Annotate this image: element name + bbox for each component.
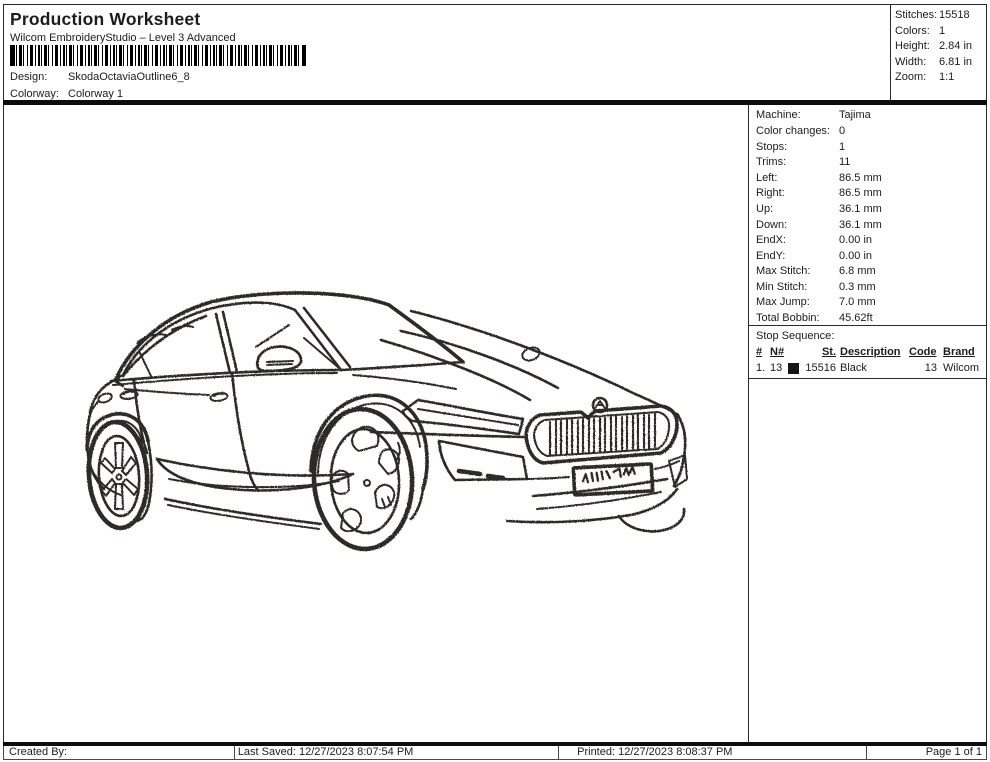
info-row: Trims: 11 bbox=[756, 156, 851, 168]
info-row: Down: 36.1 mm bbox=[756, 219, 882, 231]
stop-sequence-title: Stop Sequence: bbox=[756, 330, 835, 342]
design-value: SkodaOctaviaOutline6_8 bbox=[68, 71, 190, 83]
stop-table-bottom-rule bbox=[749, 378, 987, 379]
info-row: EndX: 0.00 in bbox=[756, 234, 873, 246]
footer-page-number: Page 1 of 1 bbox=[867, 746, 987, 760]
colorway-value: Colorway 1 bbox=[68, 88, 124, 100]
car-windows bbox=[137, 308, 350, 376]
info-row: Total Bobbin: 45.62ft bbox=[756, 312, 873, 324]
col-header-num: # bbox=[756, 346, 763, 358]
stop-row-needle: 13 bbox=[770, 362, 783, 374]
front-grille bbox=[526, 398, 677, 463]
col-header-code: Code bbox=[909, 346, 937, 358]
colorway-label: Colorway: bbox=[10, 88, 59, 100]
machine-info-panel bbox=[748, 105, 987, 742]
footer-printed: Printed: 12/27/2023 8:08:37 PM bbox=[559, 746, 866, 760]
info-row: Stops: 1 bbox=[756, 141, 846, 153]
info-row: EndY: 0.00 in bbox=[756, 250, 873, 262]
stop-row-code: 13 bbox=[924, 362, 937, 374]
info-row: Left: 86.5 mm bbox=[756, 172, 882, 184]
summary-stats-box bbox=[890, 4, 987, 100]
info-row: Machine: Tajima bbox=[756, 109, 871, 121]
software-subtitle: Wilcom EmbroideryStudio – Level 3 Advanced bbox=[10, 32, 236, 44]
design-row bbox=[10, 71, 190, 83]
header-block bbox=[3, 4, 987, 102]
col-header-st: St. bbox=[821, 346, 836, 358]
stat-row-colors: Colors: 1 bbox=[895, 25, 946, 37]
page-title: Production Worksheet bbox=[10, 9, 201, 29]
stat-row-stitches: Stitches: 15518 bbox=[895, 9, 970, 21]
footer-created-by: Created By: bbox=[3, 746, 235, 760]
thread-color-swatch bbox=[788, 363, 799, 374]
stop-row-num: 1. bbox=[756, 362, 766, 374]
design-canvas bbox=[3, 105, 987, 742]
stat-row-zoom: Zoom: 1:1 bbox=[895, 71, 955, 83]
colorway-row bbox=[10, 88, 123, 100]
stop-row-description: Black bbox=[840, 362, 867, 374]
stop-row-stitches: 15516 bbox=[805, 362, 836, 374]
stat-row-width: Width: 6.81 in bbox=[895, 56, 973, 68]
info-row: Min Stitch: 0.3 mm bbox=[756, 281, 876, 293]
info-row: Right: 86.5 mm bbox=[756, 187, 882, 199]
col-header-n: N# bbox=[770, 346, 785, 358]
col-header-brand: Brand bbox=[943, 346, 975, 358]
footer-bar bbox=[3, 746, 987, 760]
car-body-outline bbox=[111, 293, 678, 415]
stat-row-height: Height: 2.84 in bbox=[895, 40, 973, 52]
stop-row-brand: Wilcom bbox=[943, 362, 980, 374]
info-row: Color changes: 0 bbox=[756, 125, 846, 137]
info-row: Max Jump: 7.0 mm bbox=[756, 296, 876, 308]
side-mirror bbox=[256, 325, 542, 371]
col-header-description: Description bbox=[840, 346, 901, 358]
design-label: Design: bbox=[10, 71, 48, 83]
footer-last-saved: Last Saved: 12/27/2023 8:07:54 PM bbox=[235, 746, 559, 760]
stop-sequence-section bbox=[749, 325, 987, 374]
info-row: Up: 36.1 mm bbox=[756, 203, 882, 215]
stitch-drawing-skoda-octavia bbox=[71, 283, 701, 553]
barcode-icon bbox=[10, 45, 306, 66]
info-row: Max Stitch: 6.8 mm bbox=[756, 265, 876, 277]
